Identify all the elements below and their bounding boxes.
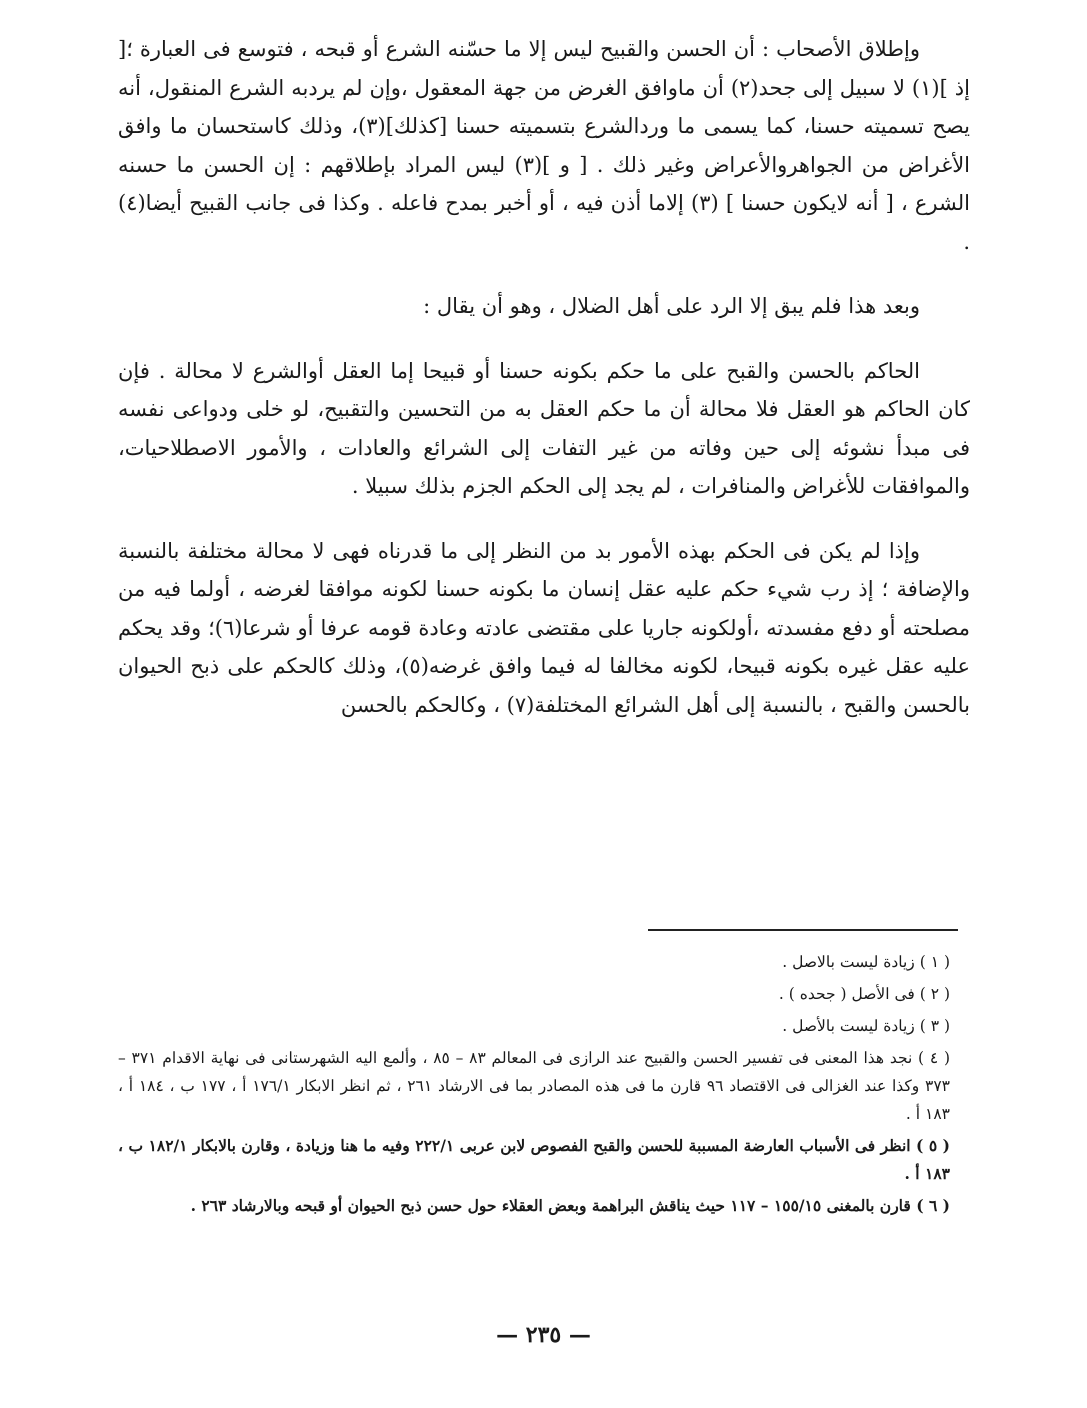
footnote-1: ( ١ ) زيادة ليست بالاصل . [782, 953, 950, 971]
footnote-2: ( ٢ ) فى الأصل ( جحده ) . [778, 985, 950, 1003]
footnote-6: ( ٦ ) قارن بالمغنى ١٥٥/١٥ – ١١٧ حيث يناقش البراهمة وبعض العقلاء حول حسن ذبح الحيوان أو قبحه وبالارشاد ٢٦٣ . [190, 1196, 950, 1215]
paragraph-1: وإطلاق الأصحاب : أن الحسن والقبيح ليس إلا ما حسّنه الشرع أو قبحه ، فتوسع فى العبارة ؛[ إذ ](١) لا سبيل إلى جحد(٢) أن ماوافق الغرض من جهة المعقول ،وإن لم يردبه الشرع المنقول، أنه يصح تسميته حسنا، كما يسمى ما وردالشرع بتسميته حسنا [كذلك](٣)، وذلك كاستحسان ما وافق الأغراض من الجواهروالأعراض وغير ذلك . [ و ](٣) ليس المراد بإطلاقهم : إن الحسن ما حسنه الشرع ، [ أنه لايكون حسنا ] (٣) إلاما أذن فيه ، أو أخبر بمدح فاعله . وكذا فى جانب القبيح أيضا(٤) . [118, 37, 971, 254]
footnotes [118, 948, 950, 1224]
paragraph-4: وإذا لم يكن فى الحكم بهذه الأمور بد من النظر إلى ما قدرناه فهى لا محالة مختلفة بالنسبة والإضافة ؛ إذ رب شيء حكم عليه عقل إنسان ما بكونه حسنا لكونه موافقا لغرضه ، أولما فيه من مصلحته أو دفع مفسدته ،أولكونه جاريا على مقتضى عادته وعادة قومه عرفا أو شرعا(٦)؛ وقد يحكم عليه عقل غيره بكونه قبيحا، لكونه مخالفا له فيما وافق غرضه(٥)، وذلك كالحكم على ذبح الحيوان بالحسن والقبح ، بالنسبة إلى أهل الشرائع المختلفة(٧) ، وكالحكم بالحسن [118, 538, 970, 717]
paragraph-3: الحاكم بالحسن والقبح على ما حكم بكونه حسنا أو قبيحا إما العقل أوالشرع لا محالة . فإن كان الحاكم هو العقل فلا محالة أن ما حكم العقل به من التحسين والتقبيح، لو خلى ودواعى نفسه فى مبدأ نشوئه إلى حين وفاته من غير التفات إلى الشرائع والعادات ، والأمور الاصطلاحيات، والموافقات للأغراض والمنافرات ، لم يجد إلى الحكم الجزم بذلك سبيلا . [118, 358, 970, 498]
footnote-divider [648, 929, 958, 931]
footnote-4: ( ٤ ) نجد هذا المعنى فى تفسير الحسن والقبيح عند الرازى فى المعالم ٨٣ – ٨٥ ، وألمع اليه الشهرستانى فى نهاية الاقدام ٣٧١ – ٣٧٣ وكذا عند الغزالى فى الاقتصاد ٩٦ قارن ما فى هذه المصادر بما فى الارشاد ٢٦١ ، ثم انظر الابكار ١٧٦/١ أ ، ١٧٧ ب ، ١٨٤ أ ، ١٨٣ أ . [118, 1049, 950, 1123]
footnote-3: ( ٣ ) زيادة ليست بالأصل . [782, 1017, 950, 1035]
page-number: — ٢٣٥ — [496, 1322, 591, 1348]
main-text [118, 30, 970, 724]
paragraph-2: وبعد هذا فلم يبق إلا الرد على أهل الضلال ، وهو أن يقال : [423, 294, 920, 318]
footnote-5: ( ٥ ) انظر فى الأسباب العارضة المسببة للحسن والقبح الفصوص لابن عربى ٢٢٢/١ وفيه ما هنا وزيادة ، وقارن بالابكار ١٨٢/١ ب ، ١٨٣ أ . [118, 1136, 950, 1183]
